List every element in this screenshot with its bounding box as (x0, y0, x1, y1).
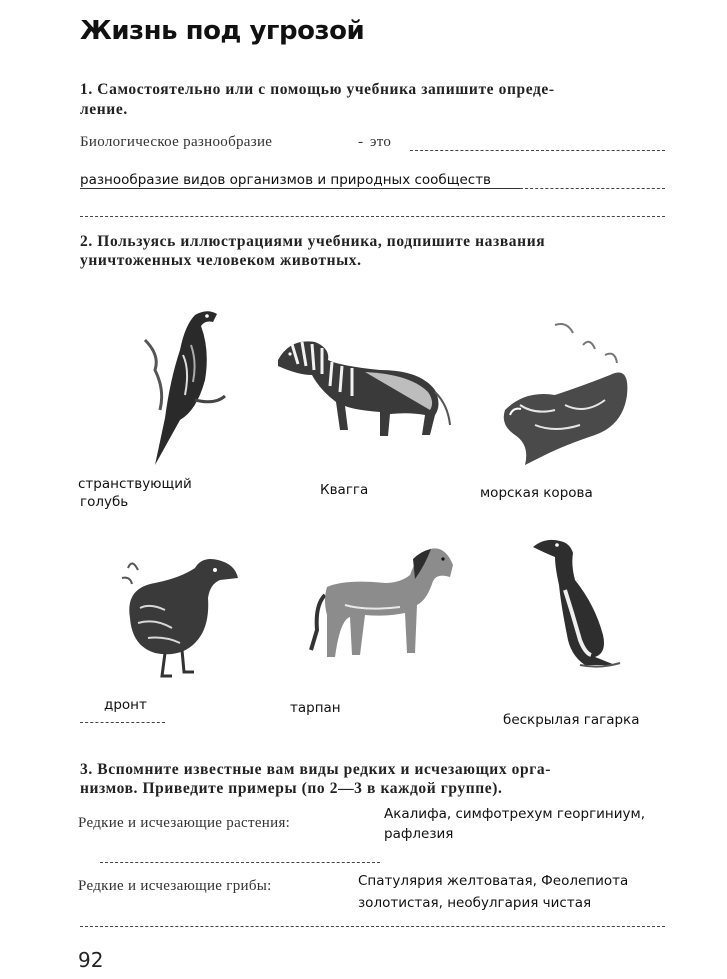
animal-label-sea-cow[interactable]: морская корова (480, 485, 593, 501)
sea-cow-icon (495, 315, 640, 475)
animal-label-great-auk[interactable]: бескрылая гагарка (503, 712, 640, 728)
task1-blank-line-3[interactable] (80, 216, 665, 217)
task3-plants-answer-line2[interactable]: рафлезия (384, 826, 454, 842)
task3-plants-answer-line1[interactable]: Акалифа, симфотрехум георгиниум, (384, 806, 645, 822)
page-title: Жизнь под угрозой (80, 16, 365, 46)
task2-text-line1: 2. Пользуясь иллюстрациями учебника, подпишите названия (80, 233, 546, 250)
task3-fungi-answer-line2[interactable]: золотистая, необулгария чистая (358, 895, 592, 911)
task1-prompt: Биологическое разнообразие (80, 134, 273, 150)
task3-plants-blank-line[interactable] (100, 862, 380, 863)
great-auk-icon (525, 535, 635, 675)
task3-fungi-blank-line[interactable] (80, 926, 665, 927)
passenger-pigeon-icon (135, 300, 235, 470)
tarpan-icon (305, 545, 460, 665)
animal-label-passenger-pigeon-line2[interactable]: голубь (80, 494, 129, 510)
task1-blank-line-1[interactable] (410, 150, 665, 151)
animal-label-tarpan[interactable]: тарпан (290, 700, 341, 716)
animal-label-passenger-pigeon-line1[interactable]: странствующий (78, 476, 192, 492)
task3-text-line1: 3. Вспомните известные вам виды редких и исчезающих орга- (80, 761, 551, 778)
task1-answer-underline (80, 188, 520, 189)
task3-fungi-label: Редкие и исчезающие грибы: (78, 878, 272, 894)
task3-text-line2: низмов. Приведите примеры (по 2—3 в каждой группе). (80, 780, 503, 797)
task3-fungi-answer-line1[interactable]: Спатулярия желтоватая, Феолепиота (358, 873, 629, 889)
page-number: 92 (78, 948, 104, 972)
animal-label-dodo[interactable]: дронт (104, 697, 147, 713)
quagga-icon (270, 330, 455, 440)
animal-label-quagga[interactable]: Квагга (320, 482, 369, 498)
animal-blank-line-dodo[interactable] (80, 722, 165, 723)
task1-blank-line-2[interactable] (520, 188, 665, 189)
task3-plants-label: Редкие и исчезающие растения: (78, 815, 291, 831)
dodo-icon (110, 548, 245, 683)
task1-prompt-word: это (370, 134, 392, 150)
task1-prompt-dash: - (358, 134, 364, 150)
task1-answer[interactable]: разнообразие видов организмов и природных сообществ (80, 172, 492, 188)
task1-text-line1: 1. Самостоятельно или с помощью учебника запишите опреде- (80, 81, 555, 98)
task2-text-line2: уничтоженных человеком животных. (80, 252, 362, 269)
task1-text-line2: ление. (80, 101, 128, 118)
